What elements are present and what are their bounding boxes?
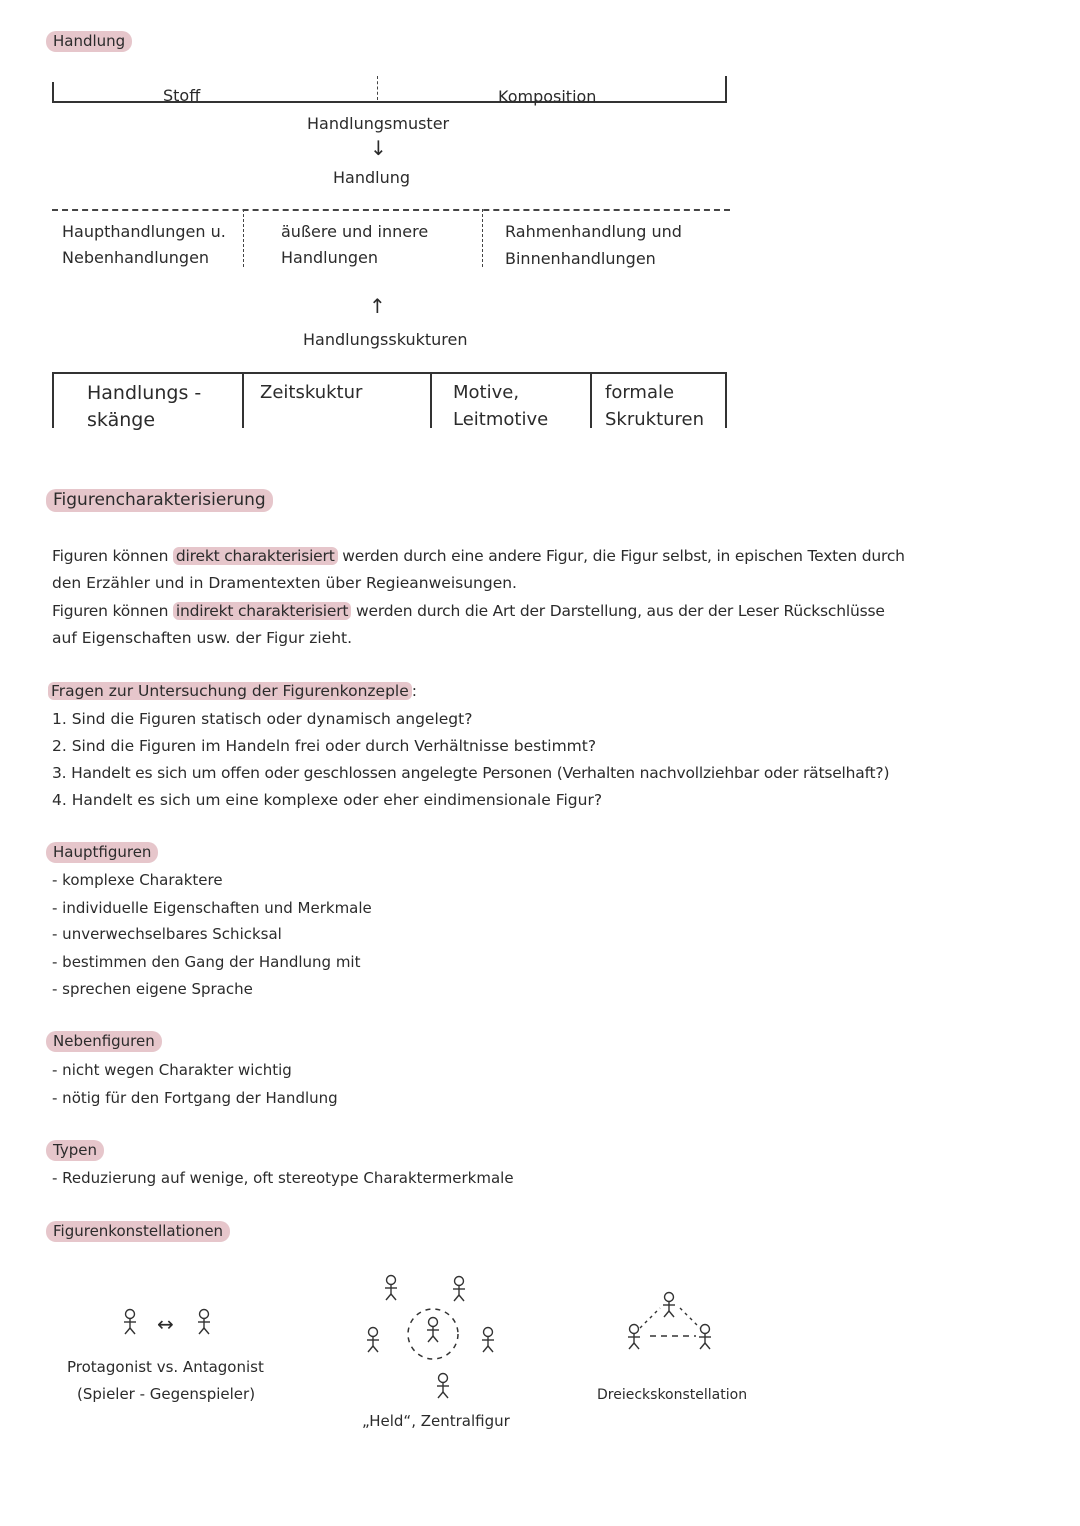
held-label: „Held“, Zentralfigur xyxy=(362,1412,510,1430)
stick-figure-icon xyxy=(435,1373,451,1399)
p1-text-b: werden durch eine andere Figur, die Figur selbst, in epischen Texten durch xyxy=(337,547,905,565)
hauptfiguren-item: - bestimmen den Gang der Handlung mit xyxy=(52,953,361,971)
box4-line2: Skrukturen xyxy=(605,409,705,430)
label-handlungsmuster: Handlungsmuster xyxy=(307,114,450,133)
stick-figure-icon xyxy=(697,1324,713,1350)
box-left xyxy=(52,372,54,428)
p2-highlight: indirekt charakterisiert xyxy=(173,602,351,620)
box-divider-2 xyxy=(430,372,432,428)
box2-label: Zeitskuktur xyxy=(260,382,363,403)
box-divider-3 xyxy=(590,372,592,428)
hauptfiguren-item: - sprechen eigene Sprache xyxy=(52,980,253,998)
nebenfiguren-item: - nötig für den Fortgang der Handlung xyxy=(52,1089,338,1107)
double-arrow-icon: ↔ xyxy=(157,1312,174,1336)
stick-figure-icon xyxy=(451,1276,467,1302)
box-right xyxy=(725,372,727,428)
stick-figure-icon xyxy=(196,1309,212,1335)
box3-line1: Motive, xyxy=(453,382,520,403)
typen-item: - Reduzierung auf wenige, oft stereotype Charaktermerkmale xyxy=(52,1169,514,1187)
col-divider-2 xyxy=(482,209,483,267)
label-handlungsstrukturen: Handlungsskukturen xyxy=(303,330,468,349)
col3-line2: Binnenhandlungen xyxy=(505,249,656,268)
frage-1: 1. Sind die Figuren statisch oder dynamisch angelegt? xyxy=(52,710,473,728)
top-bracket-center-mark xyxy=(377,76,378,100)
col1-line2: Nebenhandlungen xyxy=(62,248,210,267)
label-stoff: Stoff xyxy=(163,86,201,105)
stick-figure-icon xyxy=(626,1324,642,1350)
paragraph-direkt-line2: den Erzähler und in Dramentexten über Regieanweisungen. xyxy=(52,574,517,592)
protagonist-label-line2: (Spieler - Gegenspieler) xyxy=(77,1385,256,1403)
box3-line2: Leitmotive xyxy=(453,409,549,430)
box1-line1: Handlungs - xyxy=(87,382,202,404)
p2-text-b: werden durch die Art der Darstellung, aus der der Leser Rückschlüsse xyxy=(351,602,885,620)
hauptfiguren-item: - individuelle Eigenschaften und Merkmale xyxy=(52,899,372,917)
protagonist-label-line1: Protagonist vs. Antagonist xyxy=(67,1358,264,1376)
top-bracket-left xyxy=(52,82,54,102)
frage-2: 2. Sind die Figuren im Handeln frei oder durch Verhältnisse bestimmt? xyxy=(52,737,597,755)
p2-text-a: Figuren können xyxy=(52,602,173,620)
arrow-up-icon: ↑ xyxy=(369,294,386,318)
heading-figurencharakterisierung: Figurencharakterisierung xyxy=(46,489,273,512)
p1-text-a: Figuren können xyxy=(52,547,173,565)
stick-figure-icon xyxy=(480,1327,496,1353)
top-bracket-right xyxy=(725,76,727,102)
label-komposition: Komposition xyxy=(498,87,597,106)
frage-4: 4. Handelt es sich um eine komplexe oder eher eindimensionale Figur? xyxy=(52,791,603,809)
label-handlung: Handlung xyxy=(333,168,411,187)
arrow-down-icon: ↓ xyxy=(370,136,387,160)
heading-hauptfiguren: Hauptfiguren xyxy=(46,842,158,863)
heading-handlung: Handlung xyxy=(46,31,132,52)
fragen-heading xyxy=(48,681,417,701)
col-divider-1 xyxy=(243,209,244,267)
fragen-colon: : xyxy=(411,682,417,700)
fragen-highlight: Fragen zur Untersuchung der Figurenkonzeple xyxy=(48,682,412,700)
dashed-divider xyxy=(52,209,730,211)
top-bracket-line xyxy=(52,101,727,103)
box1-line2: skänge xyxy=(87,409,156,431)
box-divider-1 xyxy=(242,372,244,428)
col3-line1: Rahmenhandlung und xyxy=(505,222,682,241)
hauptfiguren-item: - komplexe Charaktere xyxy=(52,871,223,889)
box-top-line xyxy=(52,372,727,374)
paragraph-indirekt-line2: auf Eigenschaften usw. der Figur zieht. xyxy=(52,629,353,647)
paragraph-indirekt-line1 xyxy=(52,601,885,621)
stick-figure-icon xyxy=(661,1292,677,1318)
stick-figure-icon xyxy=(365,1327,381,1353)
hauptfiguren-item: - unverwechselbares Schicksal xyxy=(52,925,282,943)
frage-3: 3. Handelt es sich um offen oder geschlossen angelegte Personen (Verhalten nachvollziehbar oder rätselhaft?) xyxy=(52,764,890,782)
col2-line2: Handlungen xyxy=(281,248,378,267)
heading-figurenkonstellationen: Figurenkonstellationen xyxy=(46,1221,230,1242)
col1-line1: Haupthandlungen u. xyxy=(62,222,226,241)
hero-stick-figure-icon xyxy=(425,1317,441,1343)
dreieck-label: Dreieckskonstellation xyxy=(597,1387,748,1403)
box4-line1: formale xyxy=(605,382,675,403)
nebenfiguren-item: - nicht wegen Charakter wichtig xyxy=(52,1061,292,1079)
heading-typen: Typen xyxy=(46,1140,104,1161)
p1-highlight: direkt charakterisiert xyxy=(173,547,338,565)
paragraph-direkt-line1 xyxy=(52,546,905,566)
stick-figure-icon xyxy=(122,1309,138,1335)
col2-line1: äußere und innere xyxy=(281,222,429,241)
heading-nebenfiguren: Nebenfiguren xyxy=(46,1031,162,1052)
stick-figure-icon xyxy=(383,1275,399,1301)
